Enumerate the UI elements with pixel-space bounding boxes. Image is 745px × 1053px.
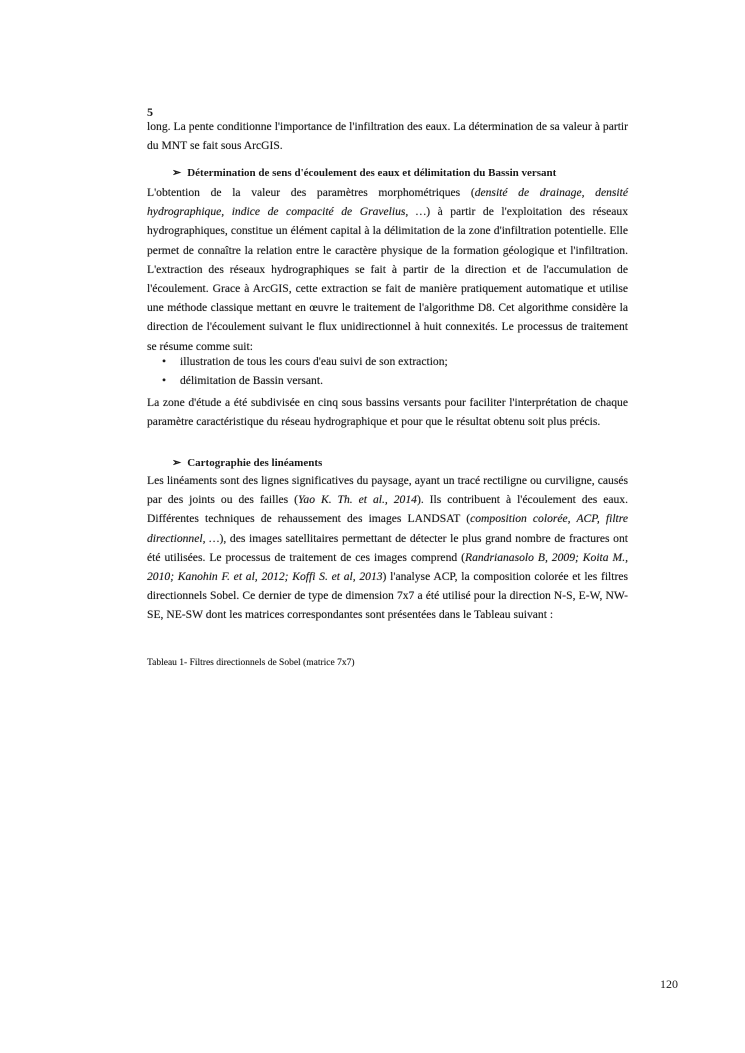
bullet-list (162, 352, 622, 390)
text-run: L'obtention de la valeur des paramètres morphométriques ( (147, 186, 475, 199)
text-run: ) à partir de l'exploitation des réseaux hydrographiques, constitue un élément capital à la délimitation de la zone d'infiltration potentielle. Elle permet de connaître la relation entre le caractère physique de la formation géologique et l'infiltration. L'extraction des réseaux hydrographiques se fait à partir de la direction et de l'accumulation de l'écoulement. Grace à ArcGIS, cette extraction se fait de manière pratiquement automatique et utilise une méthode classique mettant en œuvre le traitement de l'algorithme D8. Cet algorithme considère la direction de l'écoulement suivant le flux unidirectionnel à huit connexités. Le processus de traitement se résume comme suit: (147, 205, 629, 353)
citation: Yao K. Th. et al., 2014 (298, 493, 417, 507)
paragraph-subbasins: La zone d'étude a été subdivisée en cinq sous bassins versants pour faciliter l'interprétation de chaque paramètre caractéristique du réseau hydrographique et pour que le résultat obtenu soit plus précis. (147, 396, 628, 429)
italic-run: composition colorée, ACP, filtre directionnel, … (147, 512, 628, 545)
text-run: Les linéaments sont des lignes significatives du paysage, ayant un tracé rectiligne ou curviligne, causés par des joints ou des failles ( (147, 474, 628, 507)
table-caption: Tableau 1- Filtres directionnels de Sobel (matrice 7x7) (147, 658, 355, 668)
text-run: ), des images satellitaires permettant de détecter le plus grand nombre de fractures ont été utilisées. Le processus de traitement de ces images comprend ( (147, 531, 628, 564)
page-number: 120 (660, 977, 678, 991)
heading-text: Cartographie des linéaments (187, 457, 323, 469)
intro-paragraph: long. La pente conditionne l'importance de l'infiltration des eaux. La détermination de sa valeur à partir du MNT se fait sous ArcGIS. (147, 120, 628, 153)
heading-flow-direction (172, 166, 556, 179)
citation: Randrianasolo B, 2009; Koita M., 2010; Kanohin F. et al, 2012; Koffi S. et al, 2013 (147, 550, 628, 584)
heading-lineaments (172, 456, 322, 469)
italic-run: densité de drainage, densité hydrographique, indice de compacité de Gravelius, … (147, 186, 628, 219)
text-run: ). Ils contribuent à l'écoulement des eaux. Différentes techniques de rehaussement des images LANDSAT ( (147, 493, 628, 526)
text-run: ) l'analyse ACP, la composition colorée et les filtres directionnels Sobel. Ce dernier de type de dimension 7x7 a été utilisé pour la direction N-S, E-W, NW-SE, NE-SW dont les matrices correspondantes sont présentées dans le Tableau suivant : (147, 570, 628, 622)
section-number: 5 (147, 105, 153, 119)
heading-text: Détermination de sens d'écoulement des eaux et délimitation du Bassin versant (187, 167, 557, 179)
list-item: • délimitation de Bassin versant. (162, 371, 622, 390)
paragraph-lineaments (147, 471, 628, 625)
arrow-bullet-icon: ➢ (172, 167, 182, 179)
list-item: • illustration de tous les cours d'eau suivi de son extraction; (162, 352, 622, 371)
arrow-bullet-icon: ➢ (172, 457, 182, 469)
paragraph-morphometric (147, 183, 628, 356)
